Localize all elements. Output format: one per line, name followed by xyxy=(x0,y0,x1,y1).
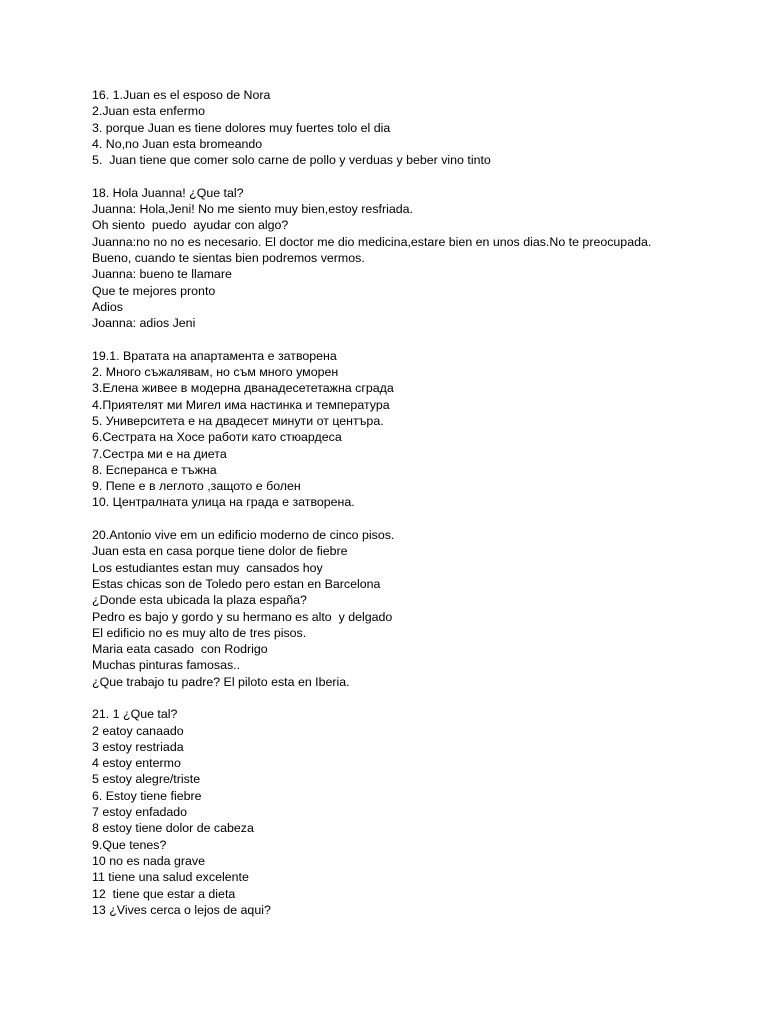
text-line: ¿Que trabajo tu padre? El piloto esta en Iberia. xyxy=(92,674,350,689)
text-line: 13 ¿Vives cerca o lejos de aqui? xyxy=(92,902,271,917)
text-line: 10 no es nada grave xyxy=(92,853,205,868)
text-line: 3.Елена живее в модерна дванадесететажна сграда xyxy=(92,381,394,396)
document-text xyxy=(92,87,732,934)
text-line: 7.Сестра ми е на диета xyxy=(92,446,227,461)
text-line: 2. Много съжалявам, но съм много уморен xyxy=(92,365,339,380)
text-line: 18. Hola Juanna! ¿Que tal? xyxy=(92,185,244,200)
text-line: 3 estoy restriada xyxy=(92,739,184,754)
text-line: El edificio no es muy alto de tres pisos. xyxy=(92,625,307,640)
text-line: Muchas pinturas famosas.. xyxy=(92,658,241,673)
text-line: 9.Que tenes? xyxy=(92,837,167,852)
text-line: 5. Juan tiene que comer solo carne de pollo y verduas y beber vino tinto xyxy=(92,153,491,168)
text-line: Oh siento puedo ayudar con algo? xyxy=(92,218,289,233)
text-line: Estas chicas son de Toledo pero estan en Barcelona xyxy=(92,576,381,591)
text-line: 2.Juan esta enfermo xyxy=(92,104,205,119)
section-19 xyxy=(92,348,732,511)
section-18 xyxy=(92,185,732,332)
text-line: 11 tiene una salud excelente xyxy=(92,870,249,885)
text-line: Juanna: Hola,Jeni! No me siento muy bien,estoy resfriada. xyxy=(92,202,413,217)
text-line: Adios xyxy=(92,299,123,314)
text-line: Que te mejores pronto xyxy=(92,283,216,298)
text-line: 4.Приятелят ми Мигел има настинка и температура xyxy=(92,397,390,412)
text-line: Bueno, cuando te sientas bien podremos vermos. xyxy=(92,250,365,265)
text-line: ¿Donde esta ubicada la plaza españa? xyxy=(92,593,307,608)
text-line: Maria eata casado con Rodrigo xyxy=(92,642,268,657)
section-20 xyxy=(92,527,732,690)
text-line: 10. Централната улица на града е затворена. xyxy=(92,495,355,510)
section-21 xyxy=(92,706,732,918)
text-line: 8 estoy tiene dolor de cabeza xyxy=(92,821,254,836)
text-line: 21. 1 ¿Que tal? xyxy=(92,707,178,722)
text-line: 20.Antonio vive em un edificio moderno de cinco pisos. xyxy=(92,528,395,543)
text-line: Juanna: bueno te llamare xyxy=(92,267,232,282)
text-line: 5 estoy alegre/triste xyxy=(92,772,201,787)
text-line: Juan esta en casa porque tiene dolor de fiebre xyxy=(92,544,348,559)
text-line: 12 tiene que estar a dieta xyxy=(92,886,236,901)
text-line: Los estudiantes estan muy cansados hoy xyxy=(92,560,323,575)
text-line: 8. Есперанса е тъжна xyxy=(92,462,217,477)
section-16 xyxy=(92,87,732,168)
text-line: 2 eatoy canaado xyxy=(92,723,184,738)
text-line: 7 estoy enfadado xyxy=(92,805,188,820)
text-line: Juanna:no no no es necesario. El doctor me dio medicina,estare bien en unos dias.No te preocupada. xyxy=(92,234,652,249)
text-line: Joanna: adios Jeni xyxy=(92,316,196,331)
text-line: 4 estoy entermo xyxy=(92,756,181,771)
text-line: 5. Университета е на двадесет минути от центъра. xyxy=(92,413,384,428)
text-line: 6. Estoy tiene fiebre xyxy=(92,788,202,803)
text-line: 4. No,no Juan esta bromeando xyxy=(92,136,263,151)
text-line: 9. Пепе е в леглото ,защото е болен xyxy=(92,479,301,494)
text-line: 3. porque Juan es tiene dolores muy fuertes tolo el dia xyxy=(92,120,391,135)
text-line: 19.1. Вратата на апартамента е затворена xyxy=(92,348,337,363)
text-line: 16. 1.Juan es el esposo de Nora xyxy=(92,88,271,102)
text-line: 6.Сестрата на Хосе работи като стюардеса xyxy=(92,430,342,445)
text-line: Pedro es bajo y gordo y su hermano es alto y delgado xyxy=(92,609,393,624)
